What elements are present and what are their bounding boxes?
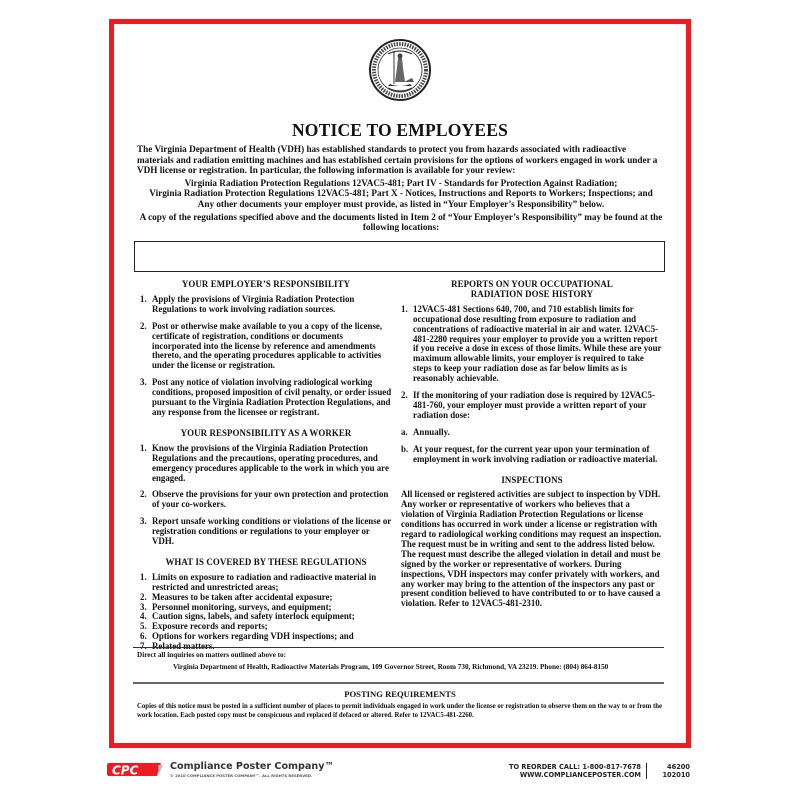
item-text: Annually. — [413, 426, 450, 437]
inspections-text: All licensed or registered activities are subject to inspection by VDH. Any worker or representative of workers who believes that a violation of Virginia Radiation Protection Regulations or license conditions has occurred in work under a license or registration with regard to radiological working conditions may request an inspection. The request must be in writing and sent to the address listed below. The request must describe the alleged violation in detail and must be signed by the worker or representative of workers. During inspections, VDH inspectors may confer privately with workers, and any worker may bring to the attention of the inspectors any past or present condition believed to have contributed to or to have caused a violation. Refer to 12VAC5-481-2310. — [401, 489, 662, 609]
product-code: 46200 — [667, 763, 690, 771]
list-item — [140, 322, 392, 372]
divider — [133, 647, 664, 648]
list-item — [401, 305, 663, 384]
item-number: 3. — [140, 377, 147, 388]
item-number: 1. — [140, 442, 147, 453]
dose-history-sublist — [401, 428, 663, 465]
intro-section — [137, 144, 665, 233]
item-text: Post any notice of violation involving radiological working conditions, proposed imposition of civil penalty, or order issued pursuant to the Virginia Radiation Protection Regulations, and any response from the licensee or registrant. — [152, 377, 392, 417]
intro-list-item: Any other documents your employer must provide, as listed in “Your Employer’s Responsibility” below. — [197, 198, 605, 209]
divider — [133, 682, 664, 684]
list-item — [140, 378, 392, 418]
item-text: Report unsafe working conditions or violations of the license or registration conditions or regulations to your employer or VDH. — [152, 516, 392, 547]
item-number: 1. — [401, 303, 408, 314]
list-item — [140, 444, 392, 484]
item-number: 2. — [401, 390, 408, 401]
list-item — [140, 573, 392, 593]
dose-history-list — [401, 305, 663, 421]
item-letter: b. — [401, 443, 409, 454]
copy-locations-text: A copy of the regulations specified above and the documents listed in Item 2 of “Your Employer’s Responsibility” may be found at the following locations: — [139, 211, 663, 233]
item-text: Personnel monitoring, surveys, and equipment; — [152, 601, 332, 612]
right-column — [401, 280, 663, 609]
item-text: 12VAC5-481 Sections 640, 700, and 710 establish limits for occupational dose resulting from exposure to radiation and concentrations of radioactive material in air and water. 12VAC5-481-2280 requires your employer to provide you a written report if you receive a dose in excess of those limits. While these are your maximum allowable limits, your employer is required to take steps to keep your radiation dose as far below limits as is reasonably achievable. — [413, 303, 662, 384]
worker-responsibility-list — [140, 444, 392, 547]
covered-list — [140, 573, 392, 652]
svg-text:CPC: CPC — [112, 763, 139, 778]
page-title: NOTICE TO EMPLOYEES — [291, 120, 509, 140]
poster-codes — [654, 763, 690, 780]
list-item — [401, 445, 663, 465]
item-number: 3. — [140, 601, 147, 612]
item-text: At your request, for the current year upon your termination of employment in work involving radiation or radioactive material. — [413, 443, 658, 464]
employer-responsibility-list — [140, 295, 392, 418]
dose-history-heading: REPORTS ON YOUR OCCUPATIONAL — [451, 279, 613, 289]
item-number: 5. — [140, 621, 147, 632]
inquiries-address: Virginia Department of Health, Radioactive Materials Program, 109 Governor Street, Room 730, Richmond, VA 23219. Phone: (804) 864-8150 — [173, 663, 609, 671]
locations-box[interactable] — [134, 241, 665, 272]
item-text: Know the provisions of the Virginia Radiation Protection Regulations and the precautions, operating procedures, and emergency procedures applicable to the work in which you are engaged. — [152, 442, 389, 483]
employer-responsibility-heading: YOUR EMPLOYER’S RESPONSIBILITY — [181, 279, 351, 289]
item-number: 3. — [140, 516, 147, 527]
item-number: 1. — [140, 571, 147, 582]
item-number: 6. — [140, 631, 147, 642]
cpc-logo-icon — [107, 761, 165, 778]
item-text: Options for workers regarding VDH inspections; and — [152, 631, 354, 642]
intro-list-item: Virginia Radiation Protection Regulations 12VAC5-481; Part X - Notices, Instructions and Reports to Workers; Inspections; and — [149, 188, 653, 199]
item-text: Limits on exposure to radiation and radioactive material in restricted and unrestricted areas; — [152, 571, 377, 592]
copyright-text: © 2010 COMPLIANCE POSTER COMPANY™. ALL RIGHTS RESERVED. — [170, 773, 313, 778]
inquiries-label: Direct all inquiries on matters outlined above to: — [137, 651, 286, 659]
list-item — [401, 391, 663, 421]
item-number: 2. — [140, 320, 147, 331]
item-text: Exposure records and reports; — [152, 621, 268, 632]
item-number: 1. — [140, 293, 147, 304]
item-text: Observe the provisions for your own protection and protection of your co-workers. — [152, 489, 389, 510]
website-link[interactable]: WWW.COMPLIANCEPOSTER.COM — [519, 771, 641, 780]
revision-code: 102010 — [662, 771, 690, 780]
item-text: Measures to be taken after accidental exposure; — [152, 591, 333, 602]
intro-paragraph: The Virginia Department of Health (VDH) has established standards to protect you from hazards associated with radioactive materials and radiation emitting machines and has established certain provisions for the options of workers engaged in work under a VDH license or registration. In particular, the following information is available for your review: — [137, 144, 658, 176]
item-number: 2. — [140, 591, 147, 602]
list-item — [140, 517, 392, 547]
intro-list-item: Virginia Radiation Protection Regulations 12VAC5-481; Part IV - Standards for Protection Against Radiation; — [184, 177, 618, 188]
reorder-phone: TO REORDER CALL: 1-800-817-7678 — [509, 763, 641, 771]
list-item — [140, 490, 392, 510]
item-text: If the monitoring of your radiation dose is required by 12VAC5-481-760, your employer must provide a written report of your radiation dose: — [413, 390, 655, 420]
left-column — [140, 280, 392, 652]
item-text: Caution signs, labels, and safety interlock equipment; — [152, 611, 355, 622]
list-item — [140, 295, 392, 315]
company-name: Compliance Poster Company™ — [170, 761, 335, 772]
item-number: 2. — [140, 489, 147, 500]
worker-responsibility-heading: YOUR RESPONSIBILITY AS A WORKER — [180, 427, 352, 438]
inspections-heading: INSPECTIONS — [501, 474, 563, 485]
covered-heading: WHAT IS COVERED BY THESE REGULATIONS — [165, 556, 367, 567]
virginia-state-seal-icon — [368, 38, 432, 102]
item-text: Apply the provisions of Virginia Radiation Protection Regulations to work involving radiation sources. — [152, 293, 355, 314]
item-text: Post or otherwise make available to you a copy of the license, certificate of registration, conditions or documents incorporated into the license by reference and amendments thereto, and the operating procedures applicable to activities under the license or registration. — [152, 320, 383, 371]
footer-divider — [646, 763, 647, 779]
dose-history-heading-line2: RADIATION DOSE HISTORY — [470, 288, 594, 299]
item-letter: a. — [401, 426, 408, 437]
reorder-info — [509, 763, 641, 780]
posting-text: Copies of this notice must be posted in a sufficient number of places to permit individuals engaged in work under the license or registration to observe them on the way to or from the work location. Each posted copy must be conspicuous and replaced if defaced or altered. Refer to 12VAC5-481-2260. — [137, 703, 663, 719]
list-item — [401, 428, 663, 438]
posting-heading: POSTING REQUIREMENTS — [344, 689, 456, 699]
item-number: 4. — [140, 611, 147, 622]
